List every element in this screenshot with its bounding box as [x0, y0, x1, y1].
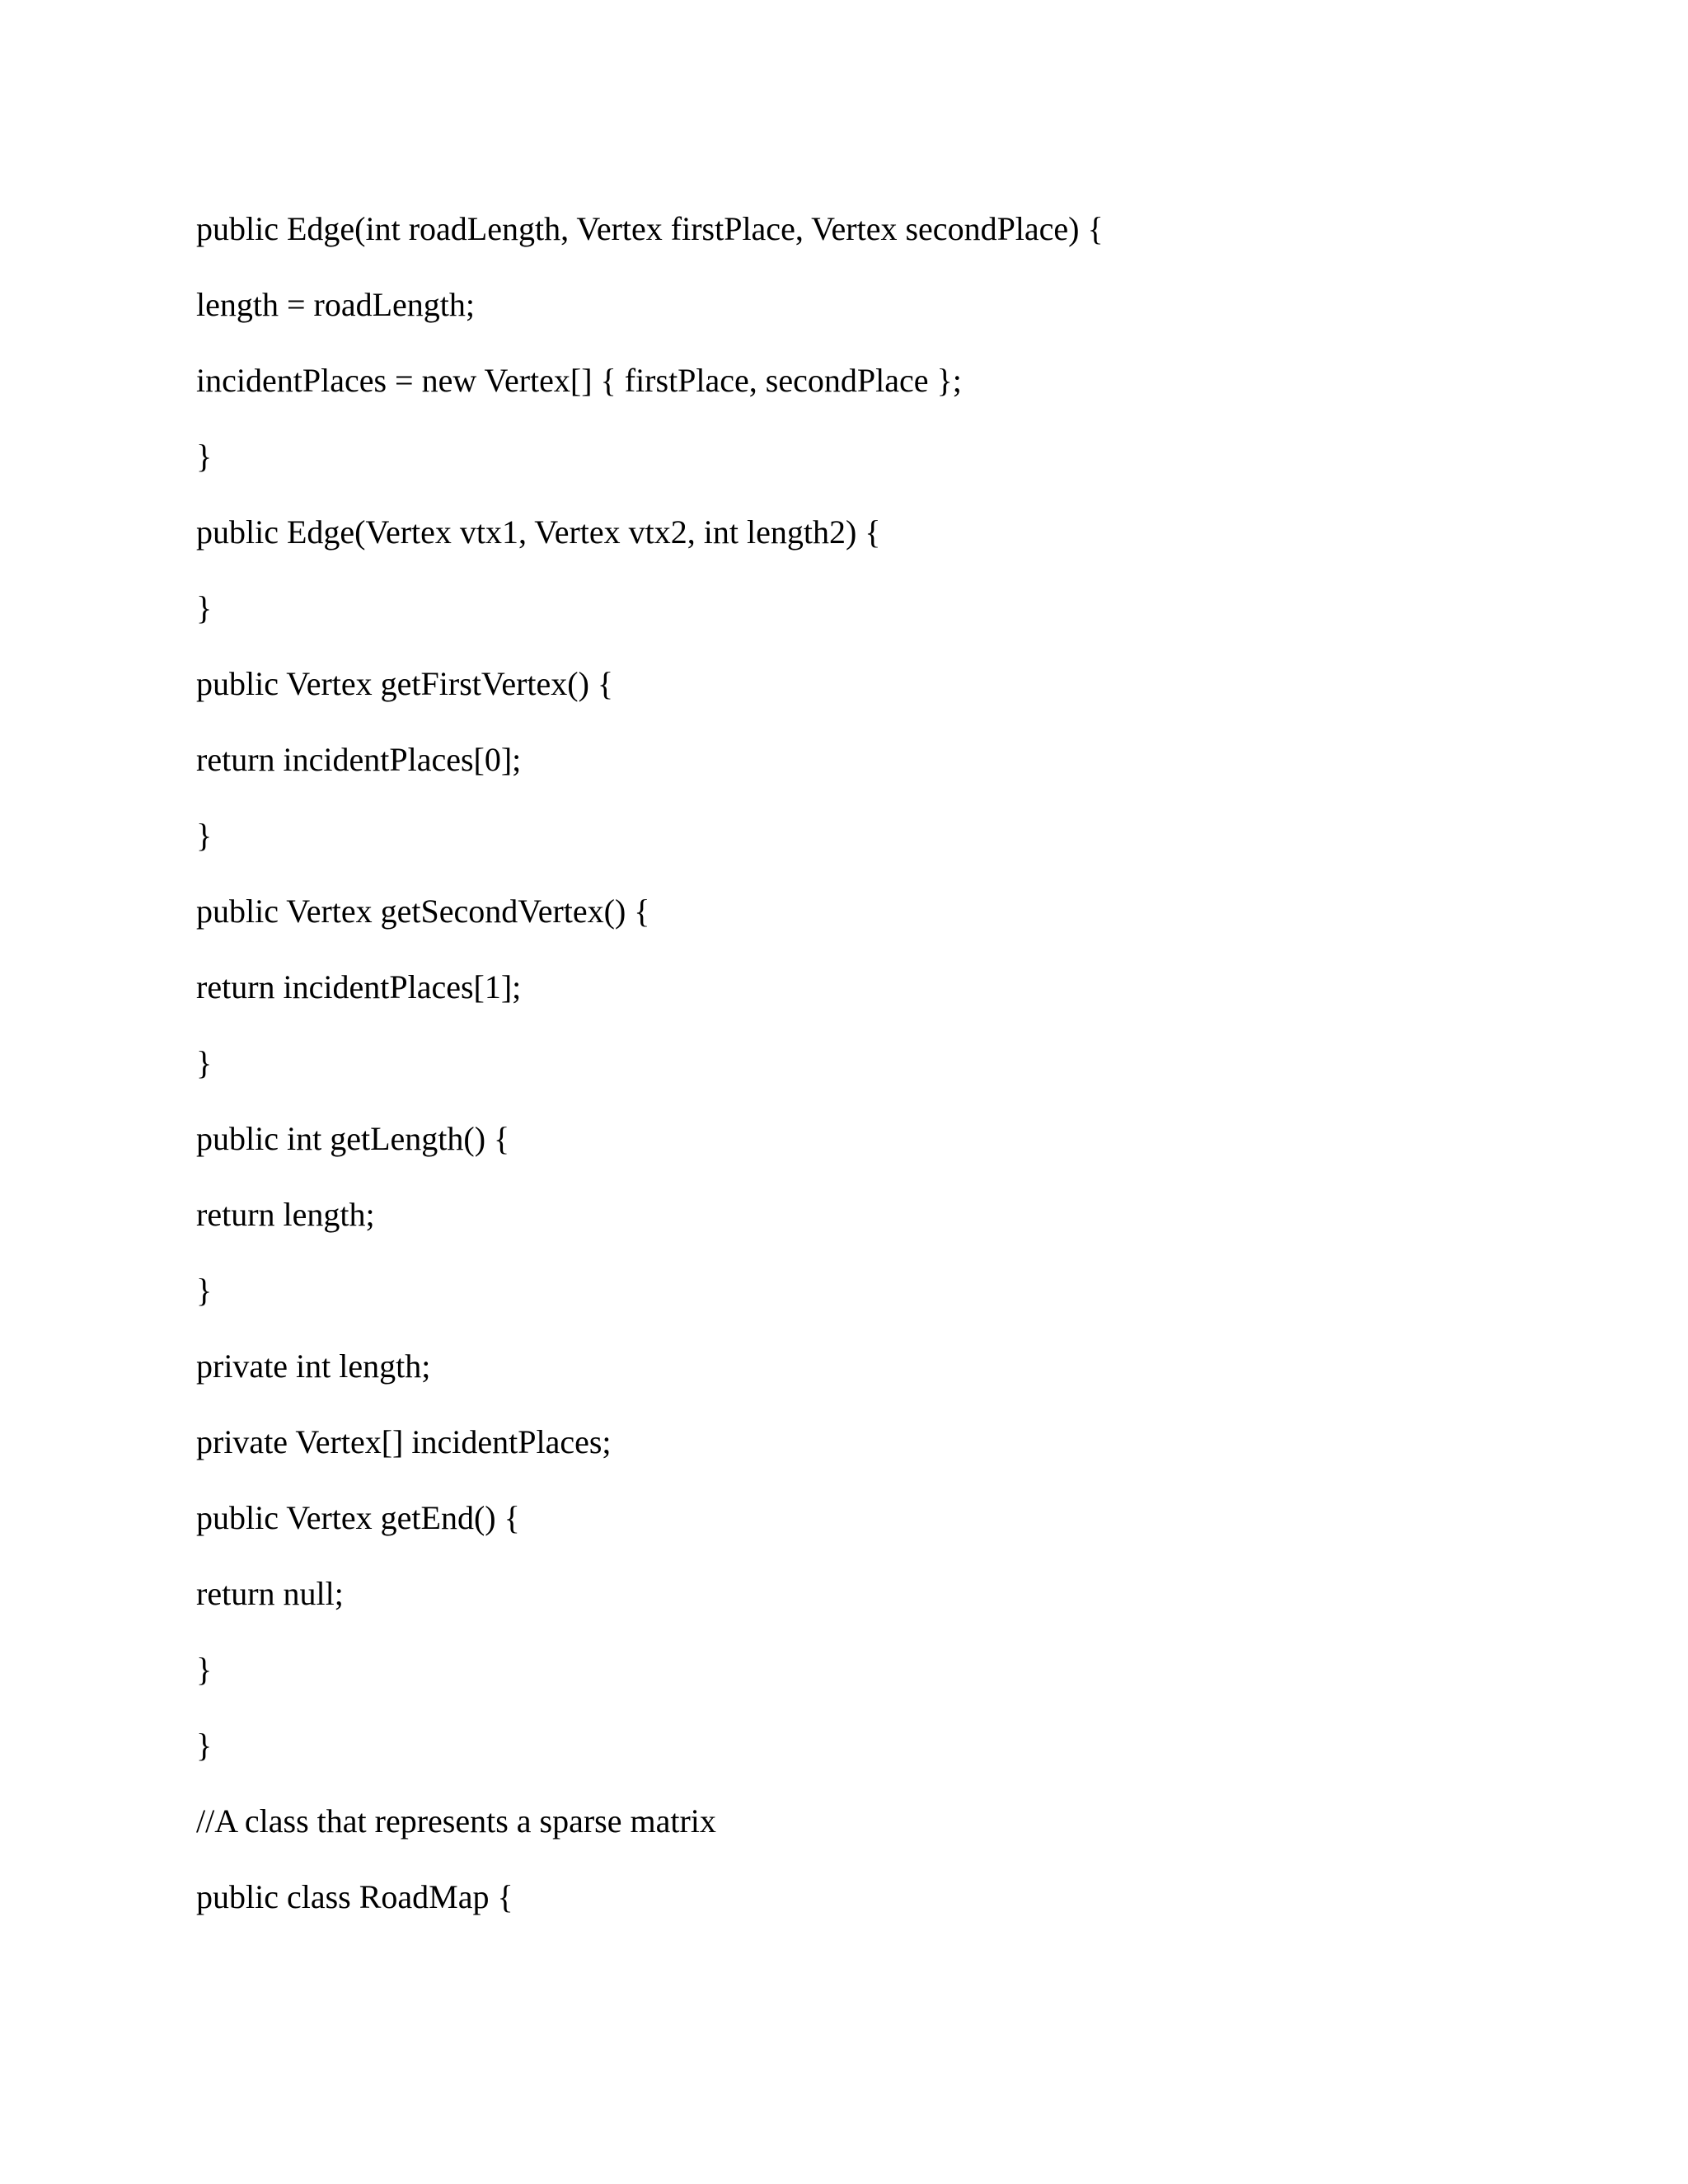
code-line-6: }	[196, 589, 213, 626]
code-line-1: public Edge(int roadLength, Vertex firstPlace, Vertex secondPlace) {	[196, 210, 1104, 247]
code-line-17: private Vertex[] incidentPlaces;	[196, 1423, 612, 1460]
code-line-10: public Vertex getSecondVertex() {	[196, 893, 650, 930]
code-line-15: }	[196, 1272, 213, 1309]
code-line-11: return incidentPlaces[1];	[196, 968, 522, 1005]
code-text-block	[196, 191, 1515, 1935]
code-line-2: length = roadLength;	[196, 286, 476, 323]
code-line-8: return incidentPlaces[0];	[196, 741, 522, 778]
code-line-7: public Vertex getFirstVertex() {	[196, 665, 614, 702]
code-line-3: incidentPlaces = new Vertex[] { firstPlace, secondPlace };	[196, 362, 962, 399]
code-line-14: return length;	[196, 1196, 375, 1233]
code-line-16: private int length;	[196, 1347, 431, 1385]
code-line-21: }	[196, 1727, 213, 1764]
code-line-4: }	[196, 438, 213, 475]
code-line-12: }	[196, 1044, 213, 1081]
code-line-23: public class RoadMap {	[196, 1878, 513, 1915]
code-line-19: return null;	[196, 1575, 344, 1612]
code-line-5: public Edge(Vertex vtx1, Vertex vtx2, int length2) {	[196, 513, 881, 551]
code-line-9: }	[196, 817, 213, 854]
code-line-13: public int getLength() {	[196, 1120, 510, 1157]
code-line-20: }	[196, 1651, 213, 1688]
code-line-18: public Vertex getEnd() {	[196, 1499, 520, 1536]
code-line-22: //A class that represents a sparse matrix	[196, 1802, 716, 1840]
